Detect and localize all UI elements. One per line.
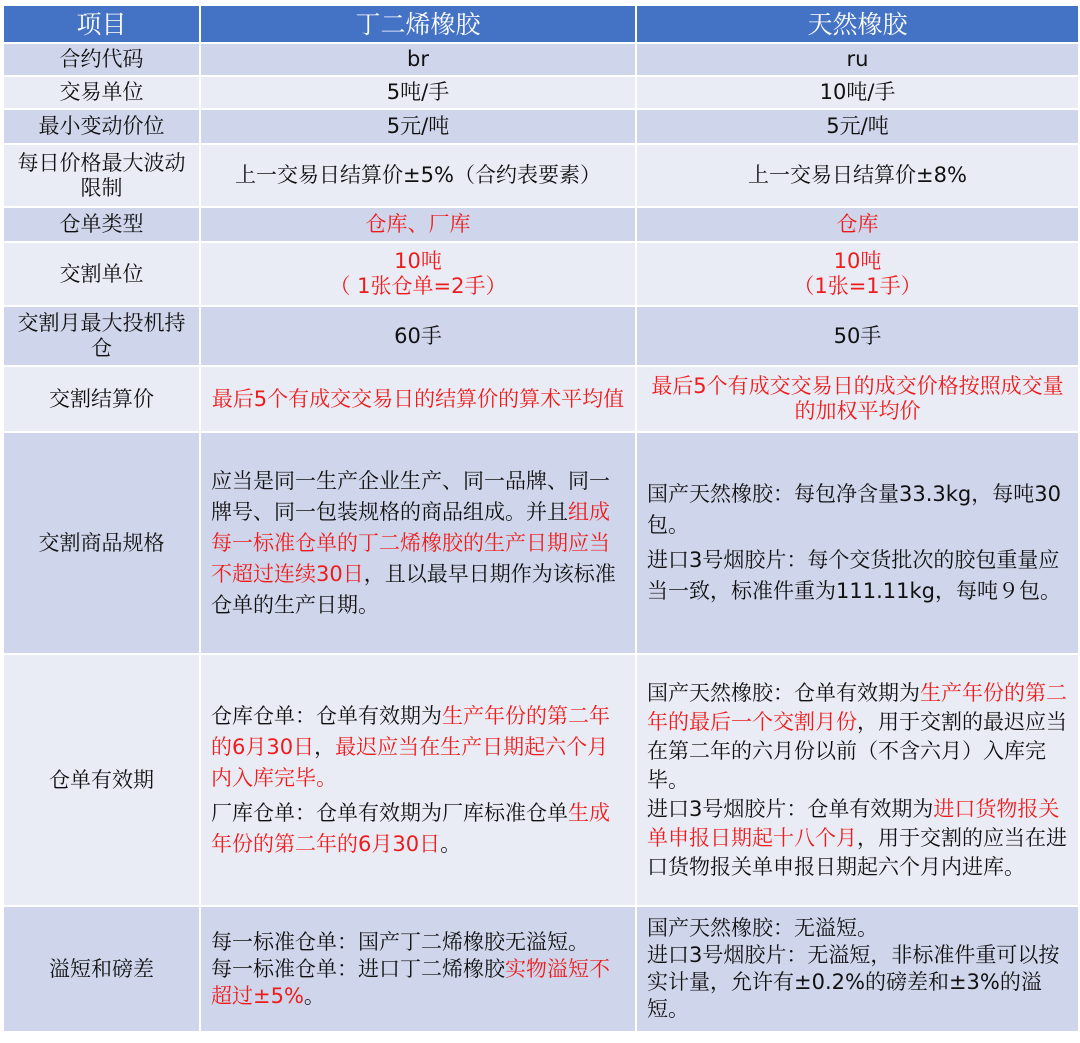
- br-value: 5吨/手: [200, 76, 636, 109]
- row-contract-code: [3, 43, 1079, 76]
- ru-text: ，用于交割的最迟应当在第二年的六月份以前（不含六月）入库完毕。: [647, 709, 1067, 792]
- ru-value: [636, 432, 1079, 654]
- row-position-limit: [3, 306, 1079, 366]
- row-tick-size: [3, 109, 1079, 144]
- ru-value: 最后5个有成交交易日的成交价格按照成交量的加权平均价: [636, 366, 1079, 432]
- ru-domestic-spec: 国产天然橡胶：每包净含量33.3kg，每吨30包。: [647, 482, 1061, 537]
- ru-value: 上一交易日结算价±8%: [636, 144, 1079, 207]
- row-settlement-price: [3, 366, 1079, 432]
- ru-text: 国产天然橡胶：仓单有效期为: [647, 680, 920, 705]
- row-label: 仓单类型: [3, 207, 200, 242]
- br-warehouse-warrant: [211, 701, 625, 794]
- br-import-tolerance: [211, 956, 625, 1010]
- ru-value: 50手: [636, 306, 1079, 366]
- br-text: 每一标准仓单：进口丁二烯橡胶: [211, 956, 505, 981]
- br-value: 60手: [200, 306, 636, 366]
- ru-line1: 10吨: [833, 249, 882, 273]
- row-label: 交割单位: [3, 242, 200, 306]
- br-value: 仓库、厂库: [200, 207, 636, 242]
- ru-domestic-tolerance: 国产天然橡胶：无溢短。: [647, 916, 878, 940]
- row-price-limit: [3, 144, 1079, 207]
- br-value: 5元/吨: [200, 109, 636, 144]
- ru-import-spec: 进口3号烟胶片：每个交货批次的胶包重量应当一致，标准件重为111.11kg，每吨９包。: [647, 548, 1061, 603]
- br-text: 。: [440, 831, 462, 856]
- row-warrant-validity: [3, 654, 1079, 906]
- ru-domestic-validity: [647, 679, 1068, 795]
- row-tolerance: [3, 906, 1079, 1032]
- ru-text: ，用于交割的应当在进口货物报关单申报日期起六个月内进库。: [647, 825, 1067, 879]
- header-natural-rubber: 天然橡胶: [636, 5, 1079, 43]
- br-text: 。: [303, 983, 325, 1008]
- futures-comparison-table: [2, 4, 1080, 1033]
- row-label: 合约代码: [3, 43, 200, 76]
- br-value: [200, 242, 636, 306]
- br-line2: （ 1张仓单=2手）: [329, 274, 507, 298]
- ru-value: ru: [636, 43, 1079, 76]
- ru-text: 进口3号烟胶片：仓单有效期为: [647, 796, 934, 821]
- br-value: [200, 432, 636, 654]
- br-value: [200, 906, 636, 1032]
- row-trading-unit: [3, 76, 1079, 109]
- row-label: 每日价格最大波动限制: [3, 144, 200, 207]
- br-text: 应当是同一生产企业生产、同一品牌、同一牌号、同一包装规格的商品组成。并且: [211, 468, 610, 524]
- row-label: 溢短和磅差: [3, 906, 200, 1032]
- row-label: 交割月最大投机持仓: [3, 306, 200, 366]
- br-value: br: [200, 43, 636, 76]
- br-domestic-tolerance: 每一标准仓单：国产丁二烯橡胶无溢短。: [211, 929, 589, 954]
- row-label: 交易单位: [3, 76, 200, 109]
- ru-value: [636, 906, 1079, 1032]
- row-label: 交割商品规格: [3, 432, 200, 654]
- ru-line2: （1张=1手）: [793, 274, 922, 298]
- ru-import-validity: [647, 795, 1068, 882]
- ru-value: [636, 242, 1079, 306]
- ru-highlight: 进口货物报关单申报日期起十八个月: [647, 796, 1060, 850]
- row-product-spec: [3, 432, 1079, 654]
- br-highlight: 实物溢短不超过±5%: [211, 956, 610, 1008]
- ru-highlight: 生产年份的第二年的最后一个交割月份: [647, 680, 1067, 734]
- ru-value: [636, 654, 1079, 906]
- br-text: 仓库仓单：仓单有效期为: [211, 703, 442, 728]
- br-highlight: 最迟应当在生产日期起六个月内入库完毕。: [211, 734, 609, 790]
- br-value: 上一交易日结算价±5%（合约表要素）: [200, 144, 636, 207]
- ru-value: 10吨/手: [636, 76, 1079, 109]
- br-value: 最后5个有成交交易日的结算价的算术平均值: [200, 366, 636, 432]
- br-text: ，且以最早日期作为该标准仓单的生产日期。: [211, 561, 616, 617]
- row-warrant-type: [3, 207, 1079, 242]
- br-highlight: 组成每一标准仓单的丁二烯橡胶的生产日期应当不超过连续30日: [211, 499, 610, 586]
- br-factory-warrant: [211, 798, 625, 860]
- header-item: 项目: [3, 5, 200, 43]
- ru-value: 仓库: [636, 207, 1079, 242]
- ru-import-tolerance: 进口3号烟胶片：无溢短，非标准件重可以按实计量，允许有±0.2%的磅差和±3%的溢短。: [647, 943, 1060, 1021]
- br-text: ，: [314, 734, 336, 759]
- row-label: 仓单有效期: [3, 654, 200, 906]
- header-butadiene-rubber: 丁二烯橡胶: [200, 5, 636, 43]
- br-value: [200, 654, 636, 906]
- row-label: 交割结算价: [3, 366, 200, 432]
- br-highlight: 生成年份的第二年的6月30日: [211, 800, 610, 856]
- br-highlight: 生产年份的第二年的6月30日: [211, 703, 610, 759]
- ru-value: 5元/吨: [636, 109, 1079, 144]
- header-row: [3, 5, 1079, 43]
- row-label: 最小变动价位: [3, 109, 200, 144]
- row-delivery-unit: [3, 242, 1079, 306]
- br-text: 厂库仓单：仓单有效期为厂库标准仓单: [211, 800, 568, 825]
- br-line1: 10吨: [394, 249, 442, 273]
